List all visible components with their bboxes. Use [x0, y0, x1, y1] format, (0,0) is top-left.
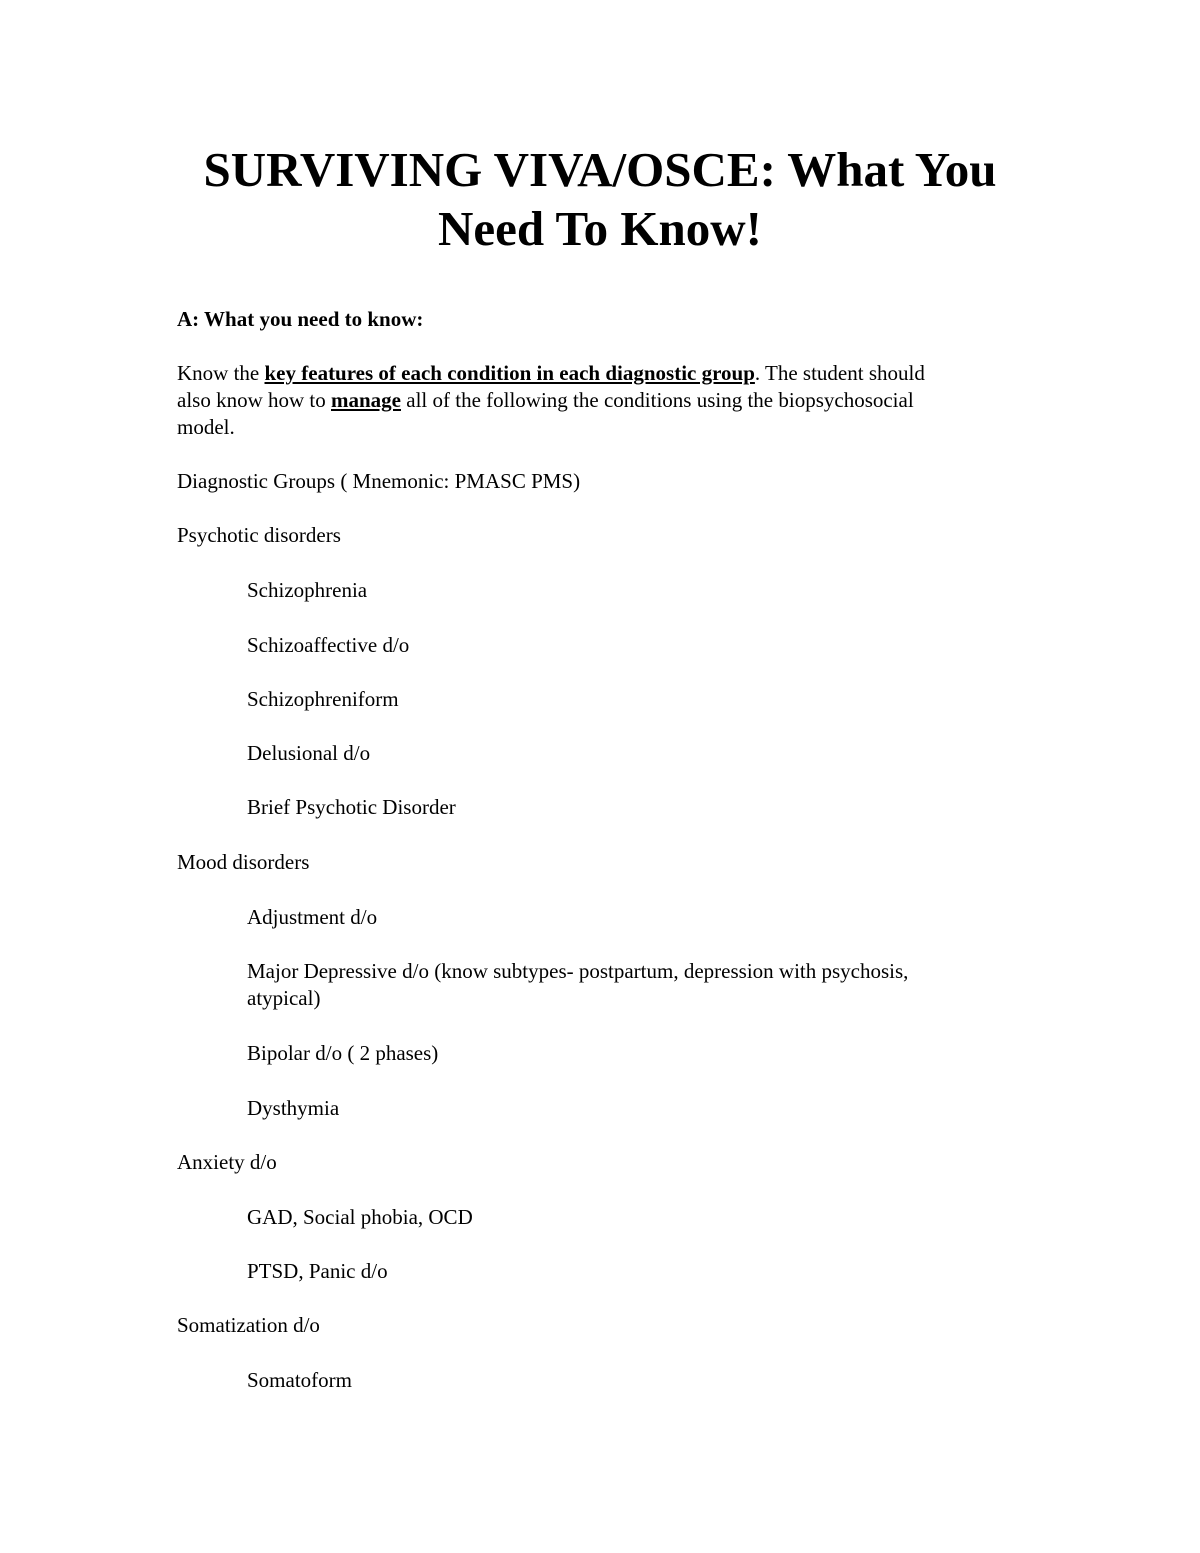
title-line-1: SURVIVING VIVA/OSCE: What You [203, 142, 997, 197]
intro-text: . The student should [754, 361, 925, 385]
list-item: Schizoaffective d/o [247, 633, 410, 657]
list-item: PTSD, Panic d/o [247, 1259, 388, 1283]
intro-line-3: model. [177, 415, 235, 439]
list-item: Somatoform [247, 1368, 352, 1392]
title-line-2: Need To Know! [437, 201, 762, 256]
document-title [0, 140, 1200, 258]
list-item: Schizophrenia [247, 578, 368, 602]
list-item: Major Depressive d/o (know subtypes- postpartum, depression with psychosis, [247, 959, 909, 983]
intro-line-2 [177, 387, 914, 414]
list-item: GAD, Social phobia, OCD [247, 1205, 473, 1229]
mnemonic-line: Diagnostic Groups ( Mnemonic: PMASC PMS) [177, 469, 581, 493]
list-item: Adjustment d/o [247, 905, 378, 929]
intro-text: also know how to [177, 388, 331, 412]
group-label-mood: Mood disorders [177, 850, 310, 874]
list-item: Brief Psychotic Disorder [247, 795, 456, 819]
intro-text: all of the following the conditions using the biopsychosocial [401, 388, 914, 412]
group-label-anxiety: Anxiety d/o [177, 1150, 277, 1174]
list-item: Delusional d/o [247, 741, 371, 765]
section-heading: A: What you need to know: [177, 307, 424, 331]
manage-emphasis: manage [331, 388, 401, 412]
list-item: Dysthymia [247, 1096, 340, 1120]
list-item: Bipolar d/o ( 2 phases) [247, 1041, 439, 1065]
group-label-psychotic: Psychotic disorders [177, 523, 341, 547]
group-label-somatization: Somatization d/o [177, 1313, 320, 1337]
list-item: Schizophreniform [247, 687, 399, 711]
key-features-emphasis: key features of each condition in each diagnostic group [264, 361, 755, 385]
intro-line-1 [177, 360, 925, 387]
intro-text: Know the [177, 361, 265, 385]
list-item-continuation: atypical) [247, 986, 321, 1010]
